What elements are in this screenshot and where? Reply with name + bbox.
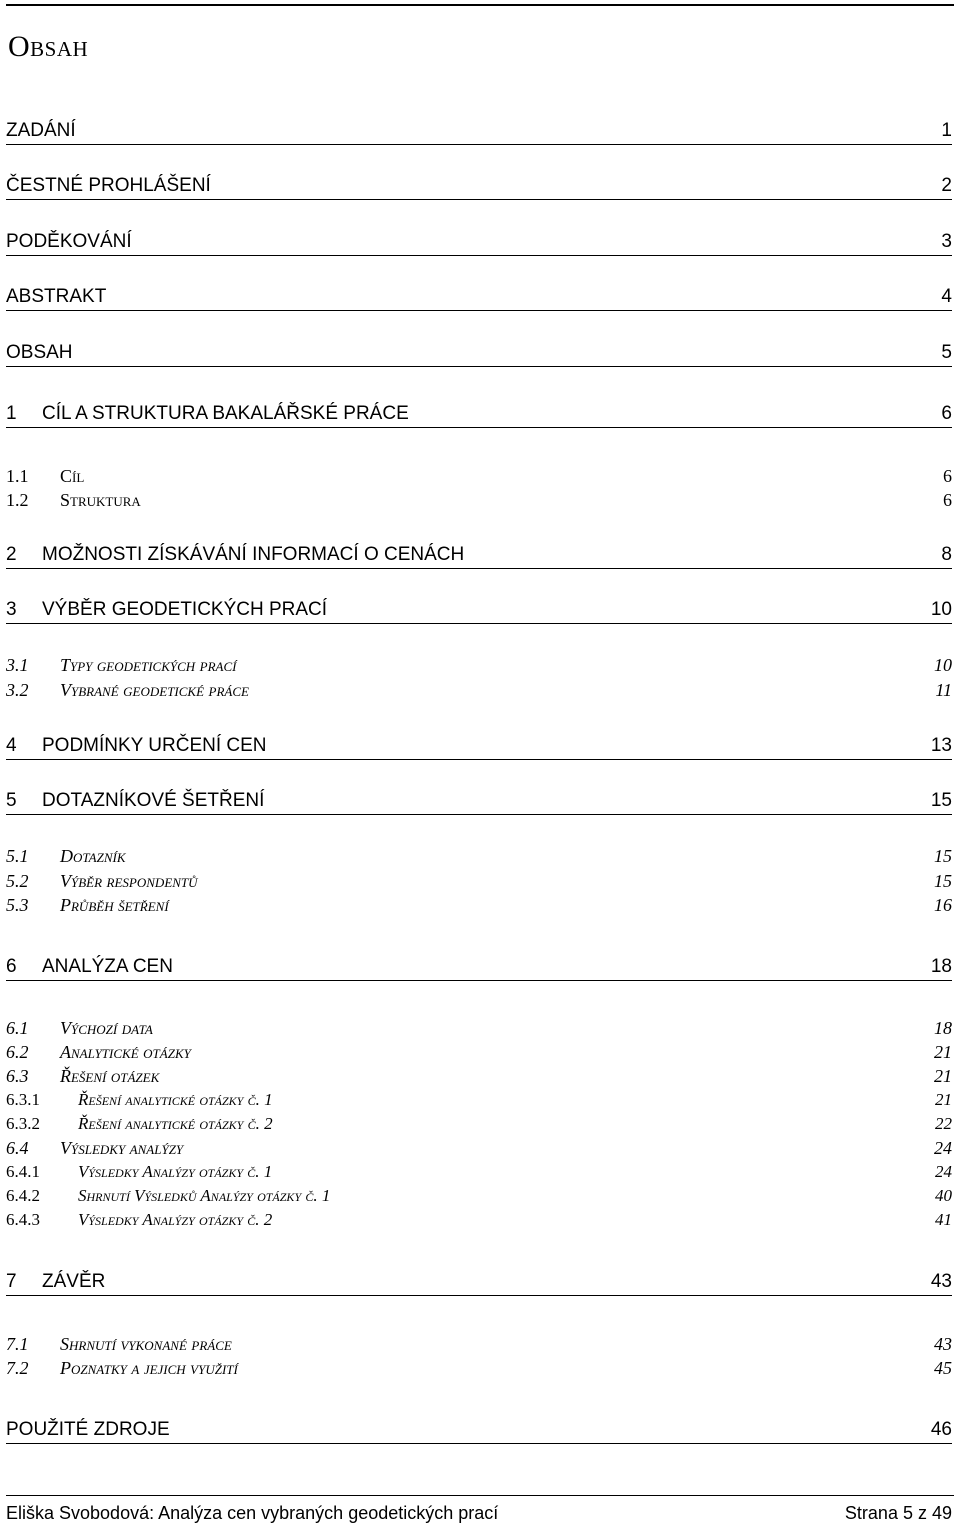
toc-number: 5.2	[6, 871, 29, 891]
toc-title: ABSTRAKT	[6, 286, 107, 307]
toc-number: 5	[6, 790, 17, 811]
toc-title: Dotazník	[60, 846, 126, 866]
toc-page: 10	[934, 655, 952, 675]
toc-rule	[6, 759, 952, 760]
toc-page: 24	[934, 1138, 952, 1158]
toc-number: 2	[6, 544, 17, 565]
toc-page: 4	[941, 286, 952, 307]
toc-entry[interactable]	[6, 175, 952, 199]
toc-rule	[6, 814, 952, 815]
toc-entry[interactable]	[6, 342, 952, 366]
toc-title: Výsledky Analýzy otázky č. 2	[78, 1210, 273, 1229]
toc-rule	[6, 568, 952, 569]
toc-rule	[6, 623, 952, 624]
toc-page: 18	[930, 956, 952, 977]
toc-number: 7.2	[6, 1358, 29, 1378]
toc-entry[interactable]	[6, 871, 952, 895]
toc-entry[interactable]	[6, 846, 952, 870]
toc-page: 10	[930, 599, 952, 620]
toc-entry[interactable]	[6, 286, 952, 310]
toc-page: 15	[934, 846, 952, 866]
toc-title: OBSAH	[6, 342, 73, 363]
toc-entry[interactable]	[6, 1042, 952, 1066]
toc-entry[interactable]	[6, 599, 952, 623]
toc-title: Cíl	[60, 466, 85, 486]
toc-page: 41	[935, 1210, 952, 1229]
toc-title: VÝBĚR GEODETICKÝCH PRACÍ	[42, 599, 328, 620]
toc-number: 4	[6, 735, 17, 756]
toc-title: ANALÝZA CEN	[42, 956, 173, 977]
toc-entry[interactable]	[6, 490, 952, 514]
toc-page: 40	[935, 1186, 952, 1205]
toc-entry[interactable]	[6, 895, 952, 919]
toc-page: 16	[934, 895, 952, 915]
toc-number: 1	[6, 403, 17, 424]
toc-number: 1.1	[6, 466, 29, 486]
toc-number: 6.3	[6, 1066, 29, 1086]
toc-number: 6.3.1	[6, 1090, 40, 1109]
toc-title: Řešení analytické otázky č. 2	[78, 1114, 273, 1133]
toc-number: 3.2	[6, 680, 29, 700]
footer-rule	[6, 1495, 954, 1496]
toc-title: ZÁVĚR	[42, 1271, 106, 1292]
toc-rule	[6, 310, 952, 311]
page-title: Obsah	[8, 30, 89, 63]
toc-number: 6.1	[6, 1018, 29, 1038]
toc-entry[interactable]	[6, 1210, 952, 1234]
toc-rule	[6, 255, 952, 256]
toc-page: 11	[935, 680, 952, 700]
toc-title: Typy geodetických prací	[60, 655, 237, 675]
toc-number: 7.1	[6, 1334, 29, 1354]
toc-entry[interactable]	[6, 1271, 952, 1295]
toc-page: 1	[941, 120, 952, 141]
toc-number: 6	[6, 956, 17, 977]
toc-title: Poznatky a jejich využití	[60, 1358, 238, 1378]
toc-page: 6	[943, 466, 952, 486]
toc-rule	[6, 980, 952, 981]
toc-title: DOTAZNÍKOVÉ ŠETŘENÍ	[42, 790, 265, 811]
toc-entry[interactable]	[6, 1018, 952, 1042]
toc-title: MOŽNOSTI ZÍSKÁVÁNÍ INFORMACÍ O CENÁCH	[42, 544, 465, 565]
toc-title: ZADÁNÍ	[6, 120, 76, 141]
toc-number: 5.1	[6, 846, 29, 866]
toc-rule	[6, 366, 952, 367]
toc-page: 22	[935, 1114, 952, 1133]
toc-page: 21	[935, 1090, 952, 1109]
toc-page: 43	[934, 1334, 952, 1354]
toc-title: Výsledky analýzy	[60, 1138, 184, 1158]
toc-rule	[6, 1443, 952, 1444]
toc-number: 6.4.1	[6, 1162, 40, 1181]
toc-title: ČESTNÉ PROHLÁŠENÍ	[6, 175, 211, 196]
toc-title: Analytické otázky	[60, 1042, 191, 1062]
toc-rule	[6, 1295, 952, 1296]
toc-number: 6.2	[6, 1042, 29, 1062]
toc-title: Shrnutí Výsledků Analýzy otázky č. 1	[78, 1186, 331, 1205]
toc-entry[interactable]	[6, 1138, 952, 1162]
toc-title: PODĚKOVÁNÍ	[6, 231, 132, 252]
footer-author-title: Eliška Svobodová: Analýza cen vybraných geodetických prací	[6, 1503, 499, 1523]
toc-entry[interactable]	[6, 956, 952, 980]
toc-page: 24	[935, 1162, 952, 1181]
toc-page: 6	[943, 490, 952, 510]
toc-entry[interactable]	[6, 1334, 952, 1358]
toc-page: 15	[934, 871, 952, 891]
toc-rule	[6, 427, 952, 428]
toc-page: 43	[930, 1271, 952, 1292]
toc-title: Výsledky Analýzy otázky č. 1	[78, 1162, 273, 1181]
toc-entry[interactable]	[6, 680, 952, 704]
toc-number: 5.3	[6, 895, 29, 915]
toc-page: 21	[934, 1042, 952, 1062]
toc-entry[interactable]	[6, 120, 952, 144]
toc-page: 13	[930, 735, 952, 756]
toc-entry[interactable]	[6, 735, 952, 759]
toc-title: Struktura	[60, 490, 141, 510]
toc-entry[interactable]	[6, 1114, 952, 1138]
toc-page: 15	[930, 790, 952, 811]
toc-page: 8	[941, 544, 952, 565]
toc-number: 6.4.2	[6, 1186, 40, 1205]
toc-title: CÍL A STRUKTURA BAKALÁŘSKÉ PRÁCE	[42, 403, 409, 424]
toc-entry[interactable]	[6, 790, 952, 814]
top-rule	[6, 4, 954, 6]
toc-page: 2	[941, 175, 952, 196]
footer-page-number: Strana 5 z 49	[844, 1503, 952, 1523]
toc-page: 45	[934, 1358, 952, 1378]
toc-entry[interactable]	[6, 1419, 952, 1443]
toc-number: 6.4.3	[6, 1210, 40, 1229]
toc-page: 5	[941, 342, 952, 363]
toc-number: 6.4	[6, 1138, 29, 1158]
toc-title: PODMÍNKY URČENÍ CEN	[42, 735, 267, 756]
toc-page: 46	[930, 1419, 952, 1440]
toc-entry[interactable]	[6, 466, 952, 490]
toc-page: 21	[934, 1066, 952, 1086]
toc-entry[interactable]	[6, 1186, 952, 1210]
toc-title: POUŽITÉ ZDROJE	[6, 1419, 170, 1440]
toc-number: 7	[6, 1271, 17, 1292]
toc-page: 18	[934, 1018, 952, 1038]
toc-entry[interactable]	[6, 1090, 952, 1114]
toc-number: 1.2	[6, 490, 29, 510]
toc-title: Výchozí data	[60, 1018, 153, 1038]
toc-title: Řešení analytické otázky č. 1	[78, 1090, 273, 1109]
toc-rule	[6, 144, 952, 145]
toc-entry[interactable]	[6, 544, 952, 568]
toc-page: 3	[941, 231, 952, 252]
toc-entry[interactable]	[6, 1162, 952, 1186]
toc-entry[interactable]	[6, 1358, 952, 1382]
toc-title: Řešení otázek	[60, 1066, 160, 1086]
toc-title: Průběh šetření	[60, 895, 169, 915]
toc-title: Vybrané geodetické práce	[60, 680, 249, 700]
toc-number: 3	[6, 599, 17, 620]
toc-title: Výběr respondentů	[60, 871, 198, 891]
toc-number: 3.1	[6, 655, 29, 675]
toc-entry[interactable]	[6, 655, 952, 679]
toc-entry[interactable]	[6, 231, 952, 255]
toc-number: 6.3.2	[6, 1114, 40, 1133]
toc-entry[interactable]	[6, 403, 952, 427]
toc-title: Shrnutí vykonané práce	[60, 1334, 232, 1354]
toc-entry[interactable]	[6, 1066, 952, 1090]
toc-rule	[6, 199, 952, 200]
toc-page: 6	[941, 403, 952, 424]
